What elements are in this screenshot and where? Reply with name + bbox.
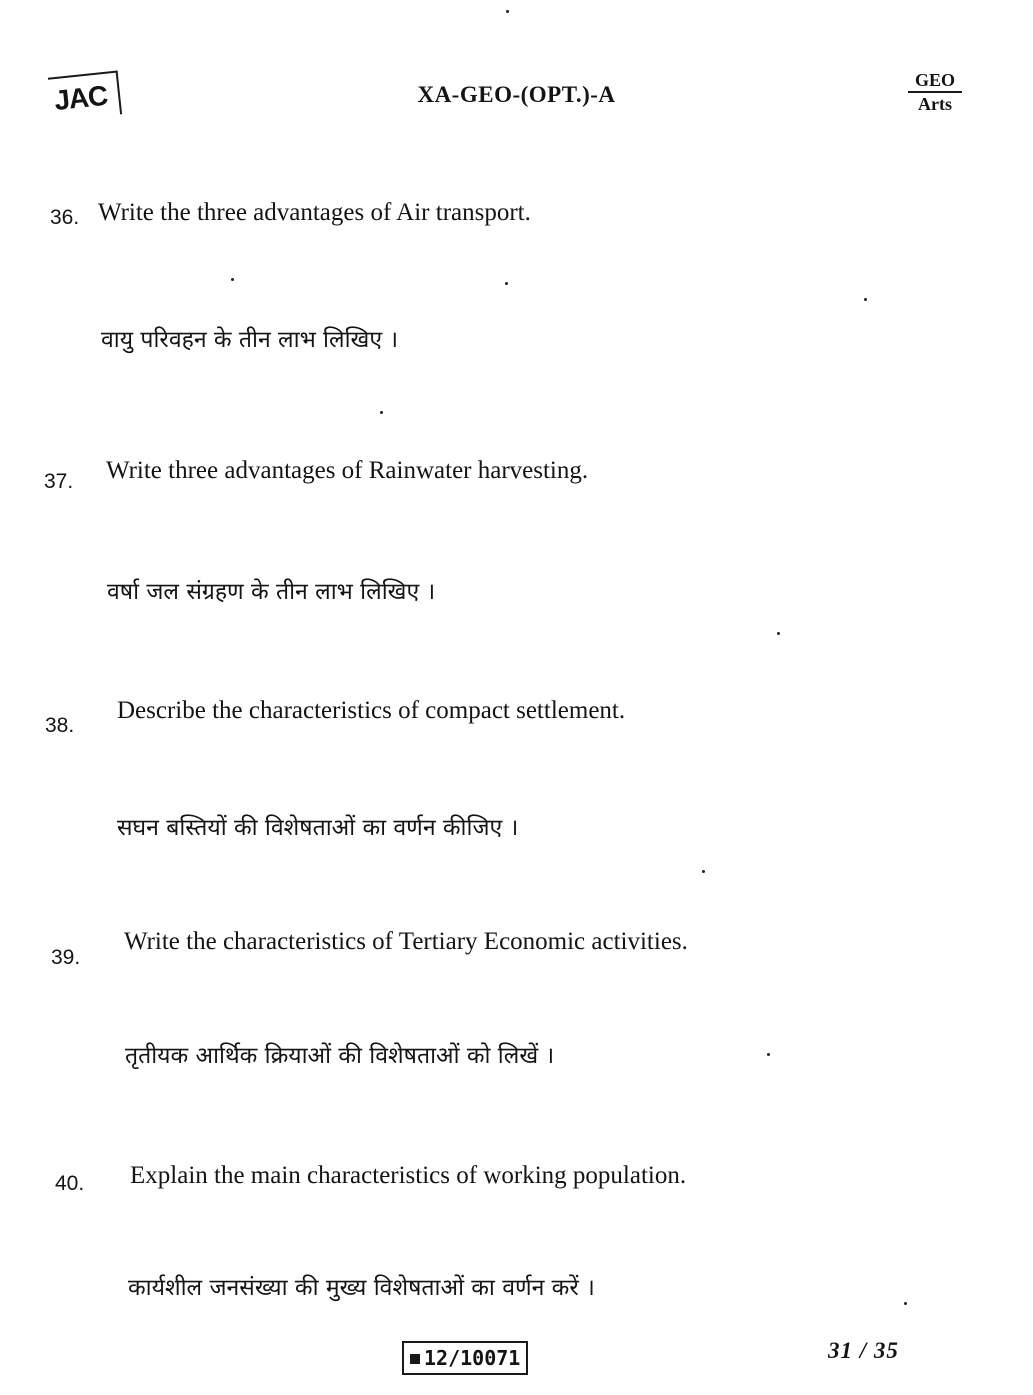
question-text-hindi: सघन बस्तियों की विशेषताओं का वर्णन कीजिए । [117,815,519,841]
question-text-hindi: वर्षा जल संग्रहण के तीन लाभ लिखिए । [107,579,436,605]
subject-bottom: Arts [918,94,952,114]
scan-speck [767,1053,770,1056]
scan-speck [380,411,383,414]
question-number: 40. [55,1172,85,1195]
question-text-english: Write the characteristics of Tertiary Economic activities. [124,928,688,955]
question-text-hindi: वायु परिवहन के तीन लाभ लिखिए । [101,327,399,353]
question-number: 39. [51,946,81,969]
scan-speck [777,632,780,635]
scan-speck [505,282,508,285]
question-text-english: Write three advantages of Rainwater harvesting. [106,457,589,484]
paper-code: XA-GEO-(OPT.)-A [417,82,616,107]
booklet-code [402,1341,528,1375]
question-text-english: Explain the main characteristics of working population. [130,1162,687,1189]
question-text-english: Write the three advantages of Air transport. [98,199,531,226]
booklet-code-text: 12/10071 [424,1346,521,1370]
subject-top: GEO [908,70,962,93]
question-number: 38. [45,714,75,737]
question-text-hindi: कार्यशील जनसंख्या की मुख्य विशेषताओं का वर्णन करें । [128,1275,595,1301]
scan-speck [702,870,705,873]
question-number: 37. [44,470,74,493]
jac-logo-text: JAC [52,79,109,117]
page-number: 31 / 35 [828,1338,899,1363]
scan-speck [864,298,867,301]
question-text-english: Describe the characteristics of compact settlement. [117,697,626,724]
scan-speck [506,10,509,13]
subject-label [908,70,962,114]
question-number: 36. [50,206,80,229]
scan-speck [904,1302,907,1305]
square-bullet-icon [410,1354,420,1364]
scan-speck [231,278,234,281]
question-text-hindi: तृतीयक आर्थिक क्रियाओं की विशेषताओं को लिखें । [125,1043,555,1069]
